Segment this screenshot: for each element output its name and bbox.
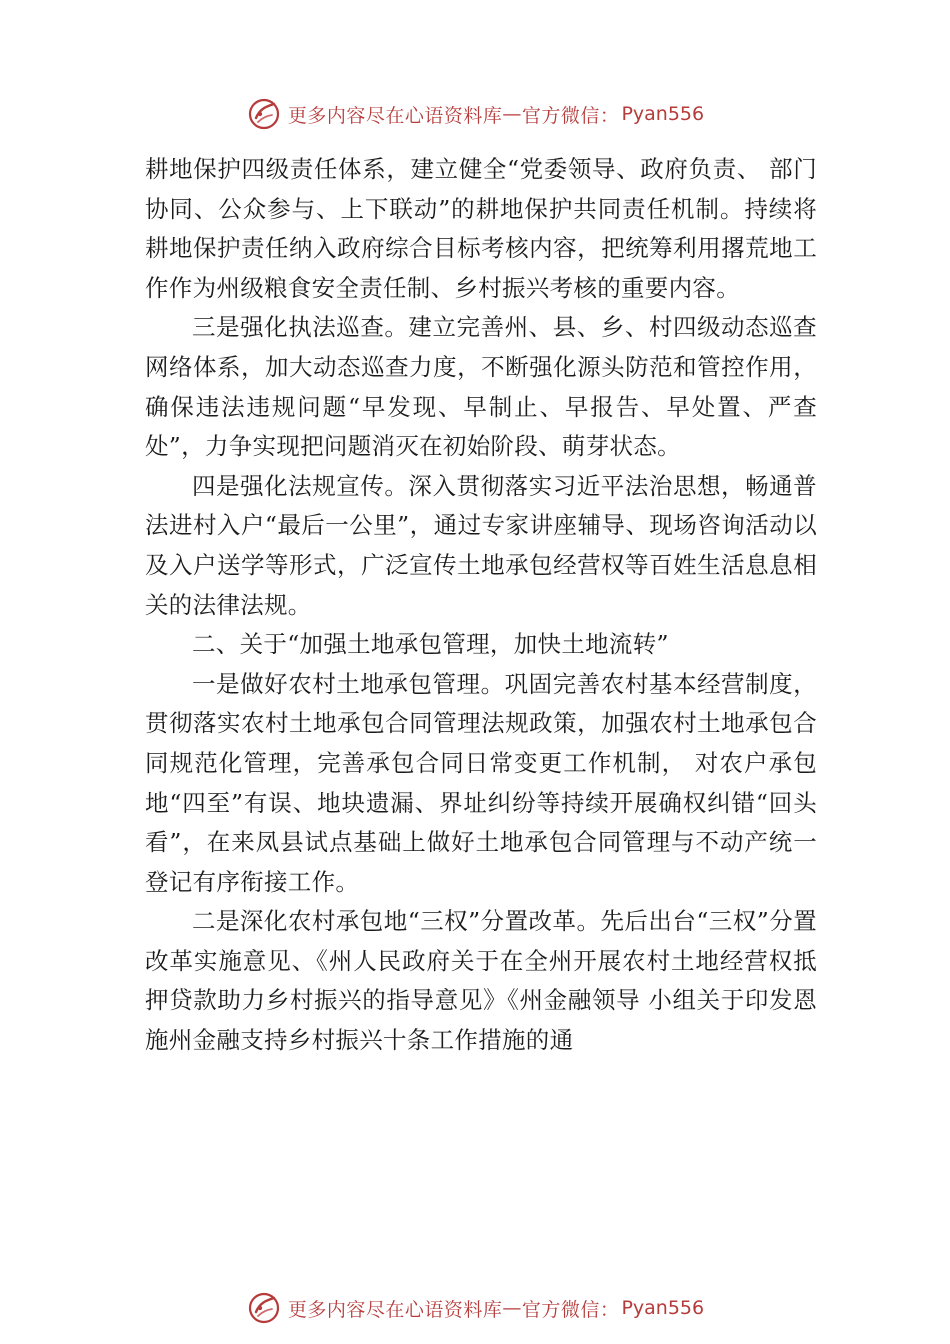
watermark-site-text: 更多内容尽在心语资料库	[287, 104, 503, 127]
watermark-dash: —	[502, 103, 522, 125]
paragraph-2: 三是强化执法巡查。建立完善州、县、乡、村四级动态巡查网络体系，加大动态巡查力度，不断强化源头防范和管控作用，确保违法违规问题“早发现、早制止、早报告、早处置、严查处”，力争实现把问题消灭在初始阶段、萌芽状态。	[145, 313, 817, 461]
logo-icon	[246, 1290, 282, 1326]
paragraph-4: 一是做好农村土地承包管理。巩固完善农村基本经营制度，贯彻落实农村土地承包合同管理法规政策，加强农村土地承包合同规范化管理，完善承包合同日常变更工作机制， 对农户承包地“四至”有误、地块遗漏、界址纠纷等持续开展确权纠错“回头看”，在来凤县试点基础上做好土地承包合同管理与不动产统一登记有序衔接工作。	[145, 669, 817, 896]
footer-watermark	[0, 1288, 950, 1328]
watermark-wechat-label: 官方微信：	[521, 1298, 620, 1321]
section-heading: 二、关于“加强土地承包管理，加快土地流转”	[192, 630, 669, 659]
watermark-wechat-id: Pyan556	[621, 1297, 705, 1319]
watermark-site-text: 更多内容尽在心语资料库	[287, 1298, 503, 1321]
watermark-wechat-id: Pyan556	[621, 103, 705, 125]
watermark-dash: —	[502, 1297, 522, 1319]
header-watermark	[0, 94, 950, 134]
document-body	[145, 150, 817, 1061]
watermark-wechat-label: 官方微信：	[521, 104, 620, 127]
paragraph-3: 四是强化法规宣传。深入贯彻落实习近平法治思想，畅通普法进村入户“最后一公里”，通过专家讲座辅导、现场咨询活动以及入户送学等形式，广泛宣传土地承包经营权等百姓生活息息相关的法律法规。	[145, 471, 817, 619]
paragraph-5: 二是深化农村承包地“三权”分置改革。先后出台“三权”分置改革实施意见、《州人民政府关于在全州开展农村土地经营权抵押贷款助力乡村振兴的指导意见》《州金融领导 小组关于印发恩施州金融支持乡村振兴十条工作措施的通	[145, 907, 817, 1055]
paragraph-1: 耕地保护四级责任体系，建立健全“党委领导、政府负责、 部门协同、公众参与、上下联动”的耕地保护共同责任机制。持续将耕地保护责任纳入政府综合目标考核内容，把统筹利用撂荒地工作作为州级粮食安全责任制、乡村振兴考核的重要内容。	[145, 155, 817, 302]
logo-icon	[246, 96, 282, 132]
